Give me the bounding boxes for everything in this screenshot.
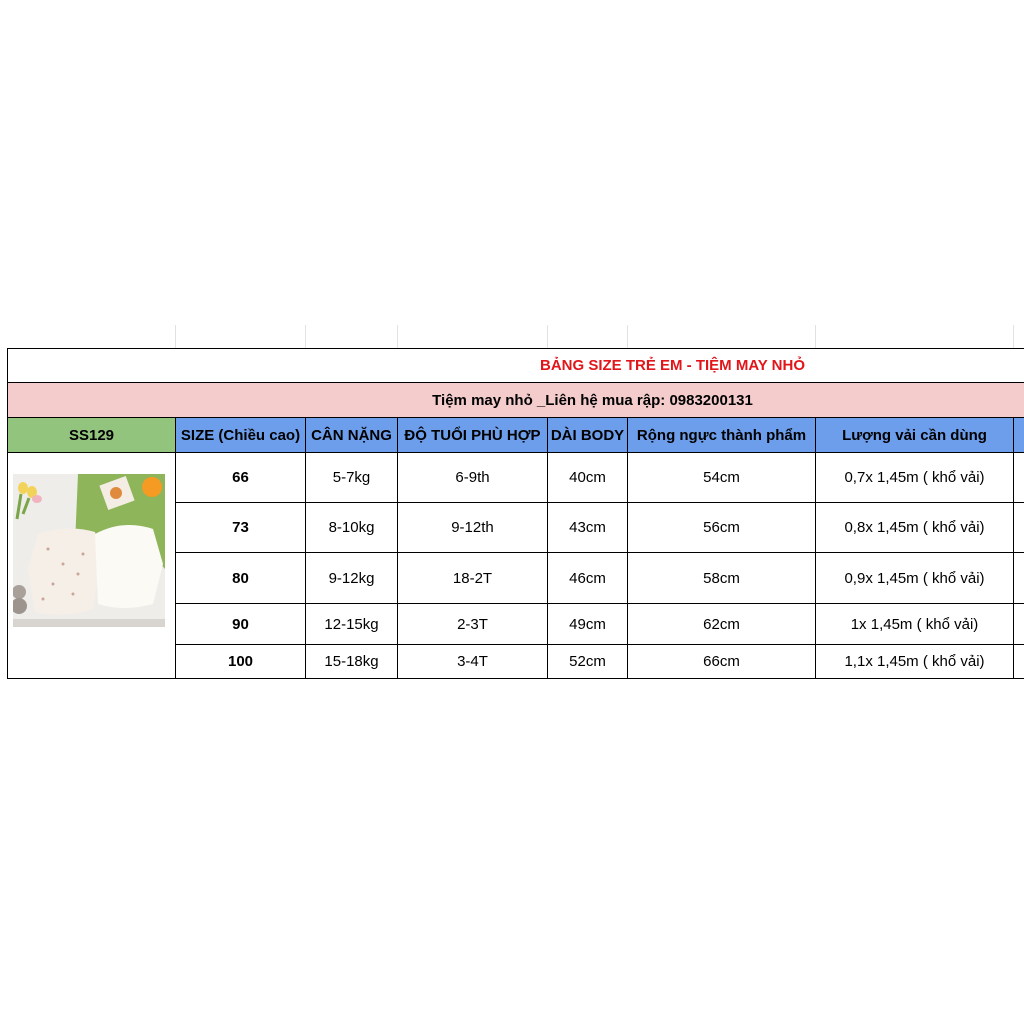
body-length-cell[interactable]: 46cm [548, 553, 628, 604]
weight-cell[interactable]: 9-12kg [306, 553, 398, 604]
header-size[interactable]: SIZE (Chiều cao) [176, 418, 306, 453]
chest-cell[interactable]: 66cm [628, 645, 816, 679]
title-cell[interactable] [8, 349, 1024, 383]
subtitle-cell[interactable] [8, 383, 1024, 418]
chest-cell[interactable]: 54cm [628, 453, 816, 503]
grid-line [305, 325, 306, 348]
extra-cell[interactable] [1014, 604, 1024, 645]
fabric-cell[interactable]: 0,9x 1,45m ( khổ vải) [816, 553, 1014, 604]
header-fabric[interactable]: Lượng vải cần dùng [816, 418, 1014, 453]
extra-cell[interactable] [1014, 453, 1024, 503]
header-body-length[interactable]: DÀI BODY [548, 418, 628, 453]
age-cell[interactable]: 9-12th [398, 503, 548, 553]
grid-line [547, 325, 548, 348]
header-extra[interactable] [1014, 418, 1024, 453]
grid-line [175, 325, 176, 348]
weight-cell[interactable]: 12-15kg [306, 604, 398, 645]
extra-cell[interactable] [1014, 645, 1024, 679]
size-cell[interactable]: 66 [176, 453, 306, 503]
size-cell[interactable]: 80 [176, 553, 306, 604]
chest-cell[interactable]: 56cm [628, 503, 816, 553]
fabric-cell[interactable]: 0,7x 1,45m ( khổ vải) [816, 453, 1014, 503]
age-cell[interactable]: 2-3T [398, 604, 548, 645]
weight-cell[interactable]: 15-18kg [306, 645, 398, 679]
size-cell[interactable]: 73 [176, 503, 306, 553]
weight-cell[interactable]: 8-10kg [306, 503, 398, 553]
grid-line [627, 325, 628, 348]
size-cell[interactable]: 90 [176, 604, 306, 645]
chart-title: BẢNG SIZE TRẺ EM - TIỆM MAY NHỎ [540, 357, 806, 374]
age-cell[interactable]: 3-4T [398, 645, 548, 679]
product-code[interactable]: SS129 [8, 418, 176, 453]
fabric-cell[interactable]: 0,8x 1,45m ( khổ vải) [816, 503, 1014, 553]
body-length-cell[interactable]: 49cm [548, 604, 628, 645]
grid-line [815, 325, 816, 348]
header-chest-width[interactable]: Rộng ngực thành phẩm [628, 418, 816, 453]
header-age[interactable]: ĐỘ TUỔI PHÙ HỢP [398, 418, 548, 453]
body-length-cell[interactable]: 40cm [548, 453, 628, 503]
chest-cell[interactable]: 58cm [628, 553, 816, 604]
fabric-cell[interactable]: 1x 1,45m ( khổ vải) [816, 604, 1014, 645]
extra-cell[interactable] [1014, 503, 1024, 553]
header-weight[interactable]: CÂN NẶNG [306, 418, 398, 453]
grid-line [397, 325, 398, 348]
body-length-cell[interactable]: 43cm [548, 503, 628, 553]
fabric-cell[interactable]: 1,1x 1,45m ( khổ vải) [816, 645, 1014, 679]
extra-cell[interactable] [1014, 553, 1024, 604]
size-cell[interactable]: 100 [176, 645, 306, 679]
body-length-cell[interactable]: 52cm [548, 645, 628, 679]
chest-cell[interactable]: 62cm [628, 604, 816, 645]
shop-contact: Tiệm may nhỏ _Liên hệ mua rập: 0983200131 [432, 391, 753, 409]
weight-cell[interactable]: 5-7kg [306, 453, 398, 503]
age-cell[interactable]: 6-9th [398, 453, 548, 503]
age-cell[interactable]: 18-2T [398, 553, 548, 604]
grid-line [1013, 325, 1014, 348]
product-photo [13, 474, 165, 627]
